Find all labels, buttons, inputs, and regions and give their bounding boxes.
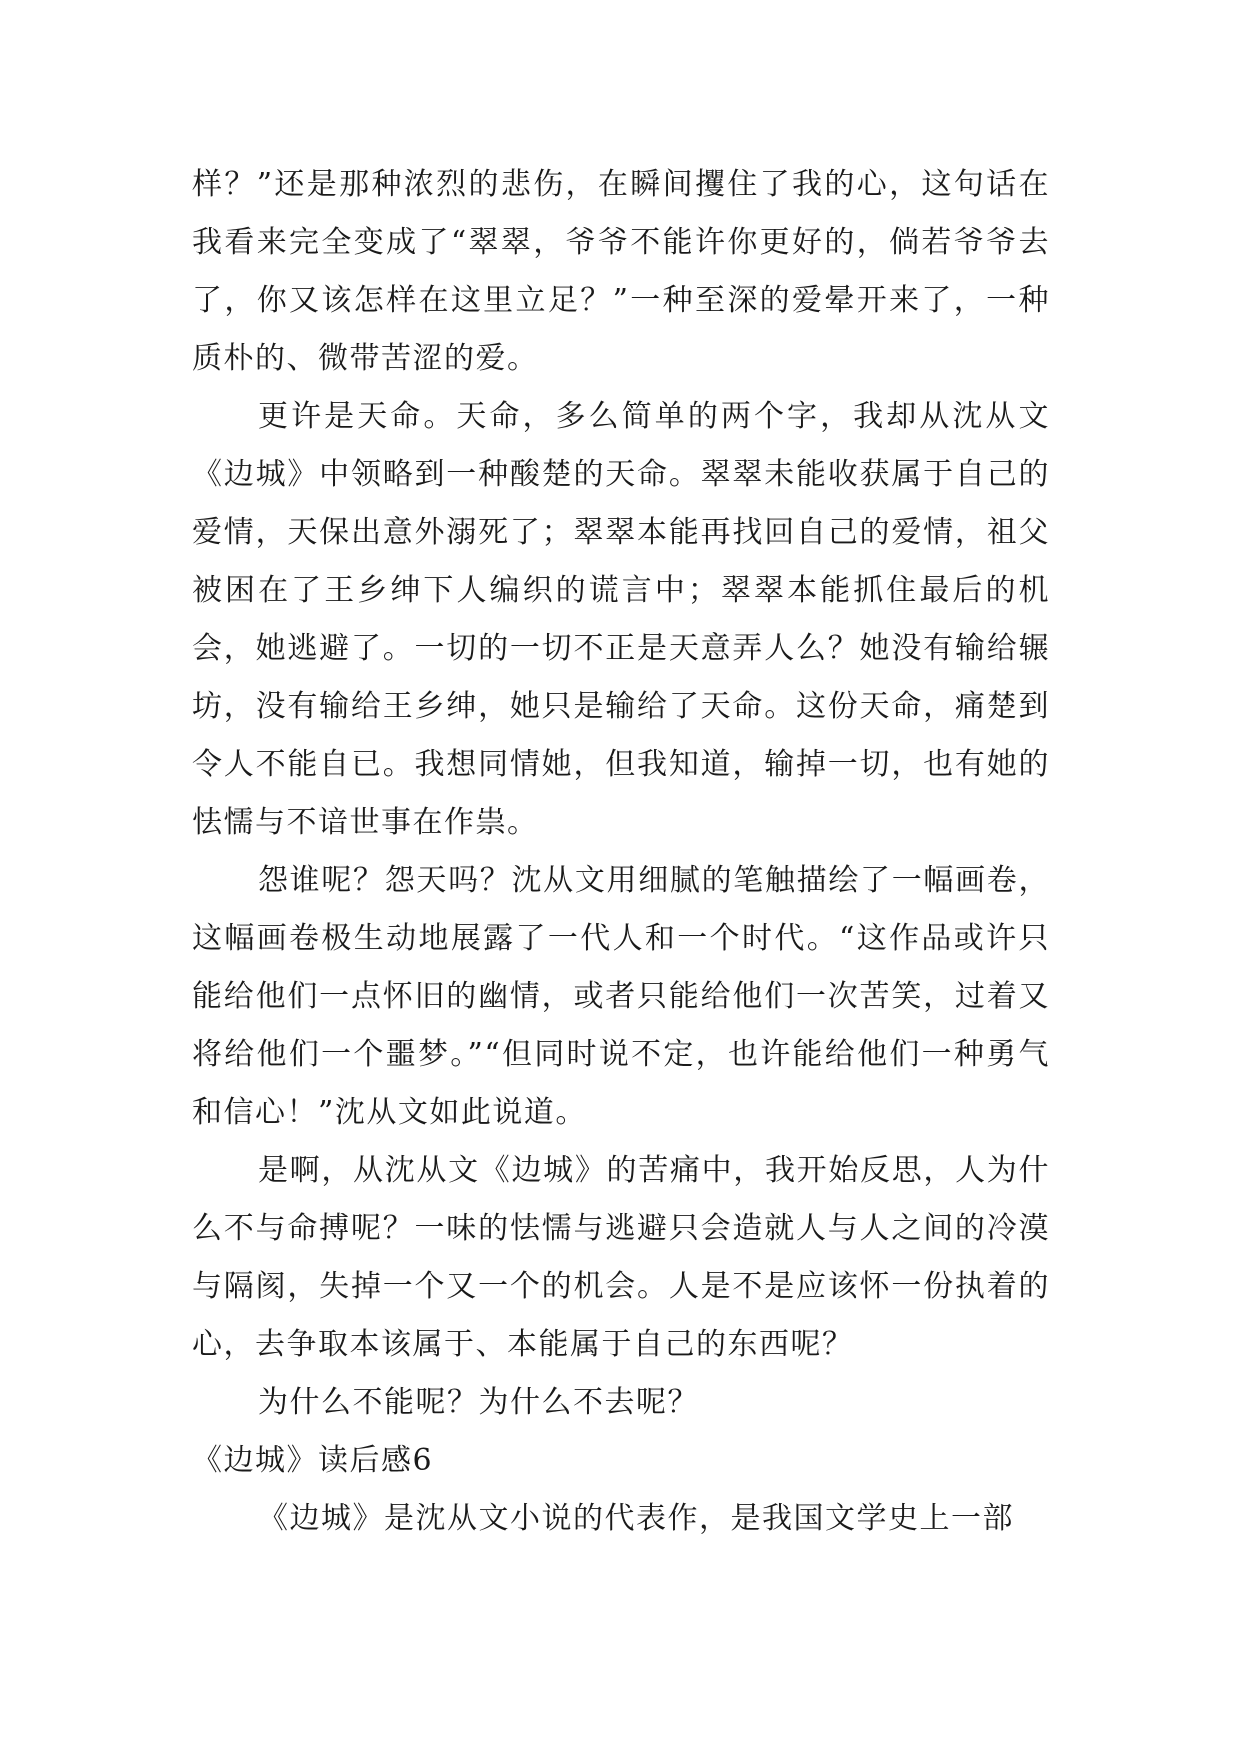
paragraph-continuation: 样？”还是那种浓烈的悲伤，在瞬间攫住了我的心，这句话在我看来完全变成了“翠翠，爷爷不能许你更好的，倘若爷爷去了，你又该怎样在这里立足？”一种至深的爱晕开来了，一种质朴的、微带苦涩的爱。 xyxy=(192,167,1050,376)
paragraph-question: 为什么不能呢？为什么不去呢？ xyxy=(258,1385,699,1420)
paragraph-reflection: 是啊，从沈从文《边城》的苦痛中，我开始反思，人为什么不与命搏呢？一味的怯懦与逃避只会造就人与人之间的冷漠与隔阂，失掉一个又一个的机会。人是不是应该怀一份执着的心，去争取本该属于、本能属于自己的东西呢？ xyxy=(192,1153,1050,1362)
section-heading: 《边城》读后感6 xyxy=(192,1443,434,1478)
document-body xyxy=(192,156,1050,1548)
paragraph-blame: 怨谁呢？怨天吗？沈从文用细腻的笔触描绘了一幅画卷，这幅画卷极生动地展露了一代人和一个时代。“这作品或许只能给他们一点怀旧的幽情，或者只能给他们一次苦笑，过着又将给他们一个噩梦。”“但同时说不定，也许能给他们一种勇气和信心！”沈从文如此说道。 xyxy=(192,863,1050,1130)
paragraph-intro: 《边城》是沈从文小说的代表作，是我国文学史上一部 xyxy=(258,1501,1014,1536)
paragraph-fate: 更许是天命。天命，多么简单的两个字，我却从沈从文《边城》中领略到一种酸楚的天命。翠翠未能收获属于自己的爱情，天保出意外溺死了；翠翠本能再找回自己的爱情，祖父被困在了王乡绅下人编织的谎言中；翠翠本能抓住最后的机会，她逃避了。一切的一切不正是天意弄人么？她没有输给辗坊，没有输给王乡绅，她只是输给了天命。这份天命，痛楚到令人不能自已。我想同情她，但我知道，输掉一切，也有她的怯懦与不谙世事在作祟。 xyxy=(192,399,1050,840)
